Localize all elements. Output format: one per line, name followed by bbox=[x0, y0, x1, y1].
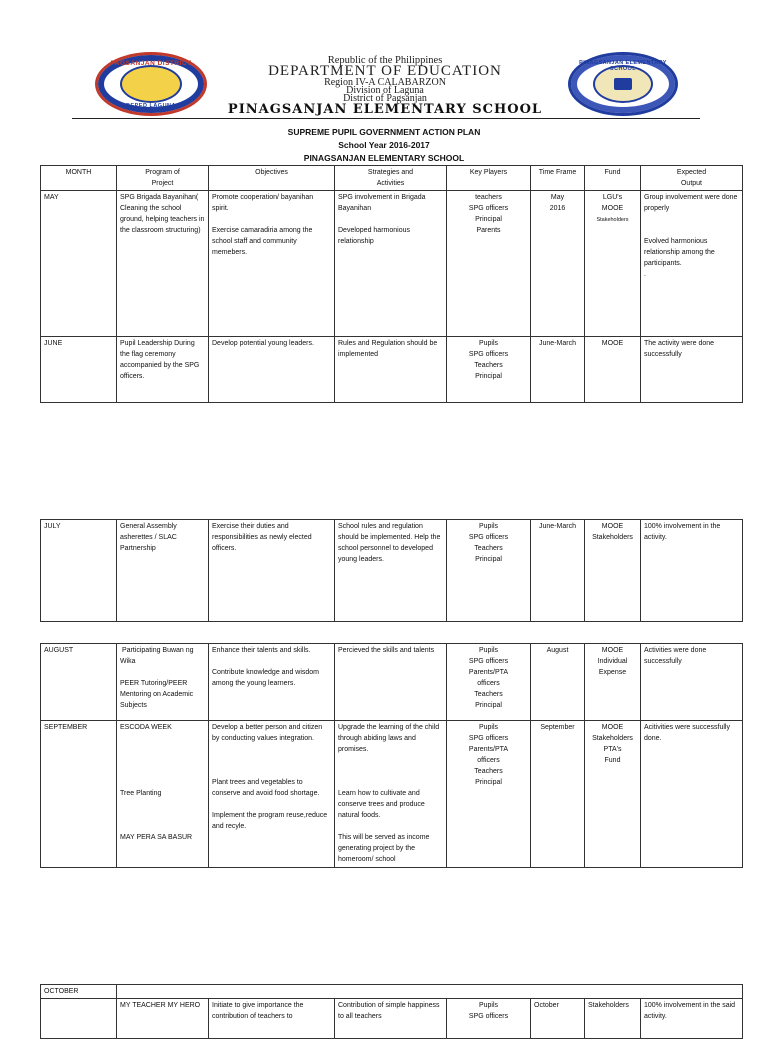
table-row-june bbox=[41, 337, 743, 403]
table-header-row bbox=[41, 166, 743, 191]
august-strategies: Percieved the skills and talents bbox=[335, 644, 447, 721]
july-month: JULY bbox=[41, 520, 117, 622]
june-objectives: Develop potential young leaders. bbox=[209, 337, 335, 403]
header-expected-output: Expected Output bbox=[641, 166, 743, 191]
september-strategy-2: Learn how to cultivate and conserve trees and produce natural foods. bbox=[338, 790, 427, 819]
may-strategy-1: SPG involvement in Brigada Bayanihan bbox=[338, 194, 428, 212]
header-fund: Fund bbox=[585, 166, 641, 191]
august-key-players: Pupils SPG officers Parents/PTA officers Teachers Principal bbox=[447, 644, 531, 721]
august-fund: MOOE Individual Expense bbox=[585, 644, 641, 721]
district-seal-emblem bbox=[120, 65, 182, 103]
october-program: MY TEACHER MY HERO bbox=[117, 999, 209, 1039]
july-key-players: Pupils SPG officers Teachers Principal bbox=[447, 520, 531, 622]
may-objectives bbox=[209, 191, 335, 337]
school-seal-logo bbox=[568, 52, 678, 116]
october-time-frame: October bbox=[531, 999, 585, 1039]
plan-title: SUPREME PUPIL GOVERNMENT ACTION PLAN bbox=[287, 127, 481, 137]
may-output-1: Group involvement were done properly bbox=[644, 194, 740, 212]
table-row-september bbox=[41, 721, 743, 868]
letterhead bbox=[0, 0, 768, 125]
august-program bbox=[117, 644, 209, 721]
september-time-frame: September bbox=[531, 721, 585, 868]
october-key-players: Pupils SPG officers bbox=[447, 999, 531, 1039]
september-strategy-3: This will be served as income generating project by the homeroom/ school bbox=[338, 834, 432, 863]
may-program: SPG Brigada Bayanihan( Cleaning the school ground, helping teachers in the classroom structuring) bbox=[117, 191, 209, 337]
may-key-players: teachers SPG officers Principal Parents bbox=[447, 191, 531, 337]
header-key-players: Key Players bbox=[447, 166, 531, 191]
june-strategies: Rules and Regulation should be implemented bbox=[335, 337, 447, 403]
action-plan-table-1 bbox=[40, 165, 743, 403]
letterhead-district: District of Pagsanjan bbox=[343, 93, 427, 104]
june-time-frame: June-March bbox=[531, 337, 585, 403]
action-plan-table-4 bbox=[40, 984, 743, 1039]
september-strategy-1: Upgrade the learning of the child through abiding laws and promises. bbox=[338, 724, 442, 753]
august-program-2: PEER Tutoring/PEER Mentoring on Academic Subjects bbox=[120, 680, 196, 709]
august-time-frame: August bbox=[531, 644, 585, 721]
september-key-players: Pupils SPG officers Parents/PTA officers Teachers Principal bbox=[447, 721, 531, 868]
table-row-may bbox=[41, 191, 743, 337]
september-program bbox=[117, 721, 209, 868]
august-program-1: Participating Buwan ng Wika bbox=[120, 647, 196, 665]
header-month: MONTH bbox=[41, 166, 117, 191]
october-objectives: Initiate to give importance the contribution of teachers to bbox=[209, 999, 335, 1039]
october-month: OCTOBER bbox=[41, 985, 117, 999]
september-output: Acitivities were successfully done. bbox=[641, 721, 743, 868]
october-fund: Stakeholders bbox=[585, 999, 641, 1039]
september-program-1: ESCODA WEEK bbox=[120, 724, 172, 731]
september-objective-3: Implement the program reuse,reduce and recyle. bbox=[212, 812, 330, 830]
district-seal-logo bbox=[95, 52, 207, 116]
september-fund: MOOE Stakeholders PTA's Fund bbox=[585, 721, 641, 868]
district-seal-text-top: PAGSANJAN DISTRICT bbox=[110, 60, 192, 67]
september-objectives bbox=[209, 721, 335, 868]
september-objective-2: Plant trees and vegetables to conserve and avoid food shortage. bbox=[212, 779, 320, 797]
may-output bbox=[641, 191, 743, 337]
school-seal-text: PINAGSANJAN ELEMENTARY SCHOOL bbox=[579, 60, 667, 72]
may-output-2: Evolved harmonious relationship among the participants. . bbox=[644, 238, 715, 278]
may-time-frame: May 2016 bbox=[531, 191, 585, 337]
letterhead-divider bbox=[72, 118, 700, 119]
may-fund-note: Stakeholders bbox=[596, 217, 629, 223]
table-row-august bbox=[41, 644, 743, 721]
letterhead-school-name: PINAGSANJAN ELEMENTARY SCHOOL bbox=[227, 102, 543, 117]
may-strategy-2: Developed harmonious relationship bbox=[338, 227, 412, 245]
table-row-october bbox=[41, 999, 743, 1039]
august-objectives bbox=[209, 644, 335, 721]
october-strategies: Contribution of simple happiness to all teachers bbox=[335, 999, 447, 1039]
letterhead-republic: Republic of the Philippines bbox=[327, 55, 443, 66]
july-objectives: Exercise their duties and responsibilities as newly elected officers. bbox=[209, 520, 335, 622]
letterhead-region: Region IV-A CALABARZON bbox=[324, 77, 446, 88]
may-fund-text: LGU's MOOE bbox=[601, 194, 624, 212]
july-program: General Assembly asherettes / SLAC Partnership bbox=[117, 520, 209, 622]
september-strategies bbox=[335, 721, 447, 868]
header-program: Program of Project bbox=[117, 166, 209, 191]
action-plan-table-2 bbox=[40, 519, 743, 622]
june-program: Pupil Leadership During the flag ceremony accompanied by the SPG officers. bbox=[117, 337, 209, 403]
august-objective-1: Enhance their talents and skills. bbox=[212, 647, 311, 654]
table-row-october-label bbox=[41, 985, 743, 999]
september-program-3: MAY PERA SA BASUR bbox=[120, 834, 193, 841]
may-month: MAY bbox=[41, 191, 117, 337]
september-month: SEPTEMBER bbox=[41, 721, 117, 868]
book-icon bbox=[614, 78, 632, 90]
august-output: Activities were done successfully bbox=[641, 644, 743, 721]
plan-school-year: School Year 2016-2017 bbox=[338, 140, 430, 150]
september-objective-1: Develop a better person and citizen by conducting values integration. bbox=[212, 724, 325, 742]
may-objective-2: Exercise camaradiria among the school staff and community memebers. bbox=[212, 227, 315, 256]
july-output: 100% involvement in the activity. bbox=[641, 520, 743, 622]
may-strategies bbox=[335, 191, 447, 337]
june-fund: MOOE bbox=[585, 337, 641, 403]
letterhead-department: DEPARTMENT OF EDUCATION bbox=[268, 63, 502, 79]
august-month: AUGUST bbox=[41, 644, 117, 721]
header-strategies: Strategies and Activities bbox=[335, 166, 447, 191]
june-month: JUNE bbox=[41, 337, 117, 403]
june-key-players: Pupils SPG officers Teachers Principal bbox=[447, 337, 531, 403]
july-strategies: School rules and regulation should be implemented. Help the school personnel to developed young leaders. bbox=[335, 520, 447, 622]
plan-school-name: PINAGSANJAN ELEMENTARY SCHOOL bbox=[303, 153, 465, 163]
header-time-frame: Time Frame bbox=[531, 166, 585, 191]
may-fund bbox=[585, 191, 641, 337]
letterhead-division: Division of Laguna bbox=[346, 85, 424, 96]
june-output: The activity were done successfully bbox=[641, 337, 743, 403]
table-row-july bbox=[41, 520, 743, 622]
july-time-frame: June-March bbox=[531, 520, 585, 622]
august-objective-2: Contribute knowledge and wisdom among the young learners. bbox=[212, 669, 321, 687]
september-program-2: Tree Planting bbox=[120, 790, 162, 797]
may-objective-1: Promote cooperation/ bayanihan spirit. bbox=[212, 194, 316, 212]
district-seal-text-bottom: DEPED LAGUNA bbox=[125, 103, 176, 109]
july-fund: MOOE Stakeholders bbox=[585, 520, 641, 622]
action-plan-table-3 bbox=[40, 643, 743, 868]
header-objectives: Objectives bbox=[209, 166, 335, 191]
october-output: 100% involvement in the said activity. bbox=[641, 999, 743, 1039]
